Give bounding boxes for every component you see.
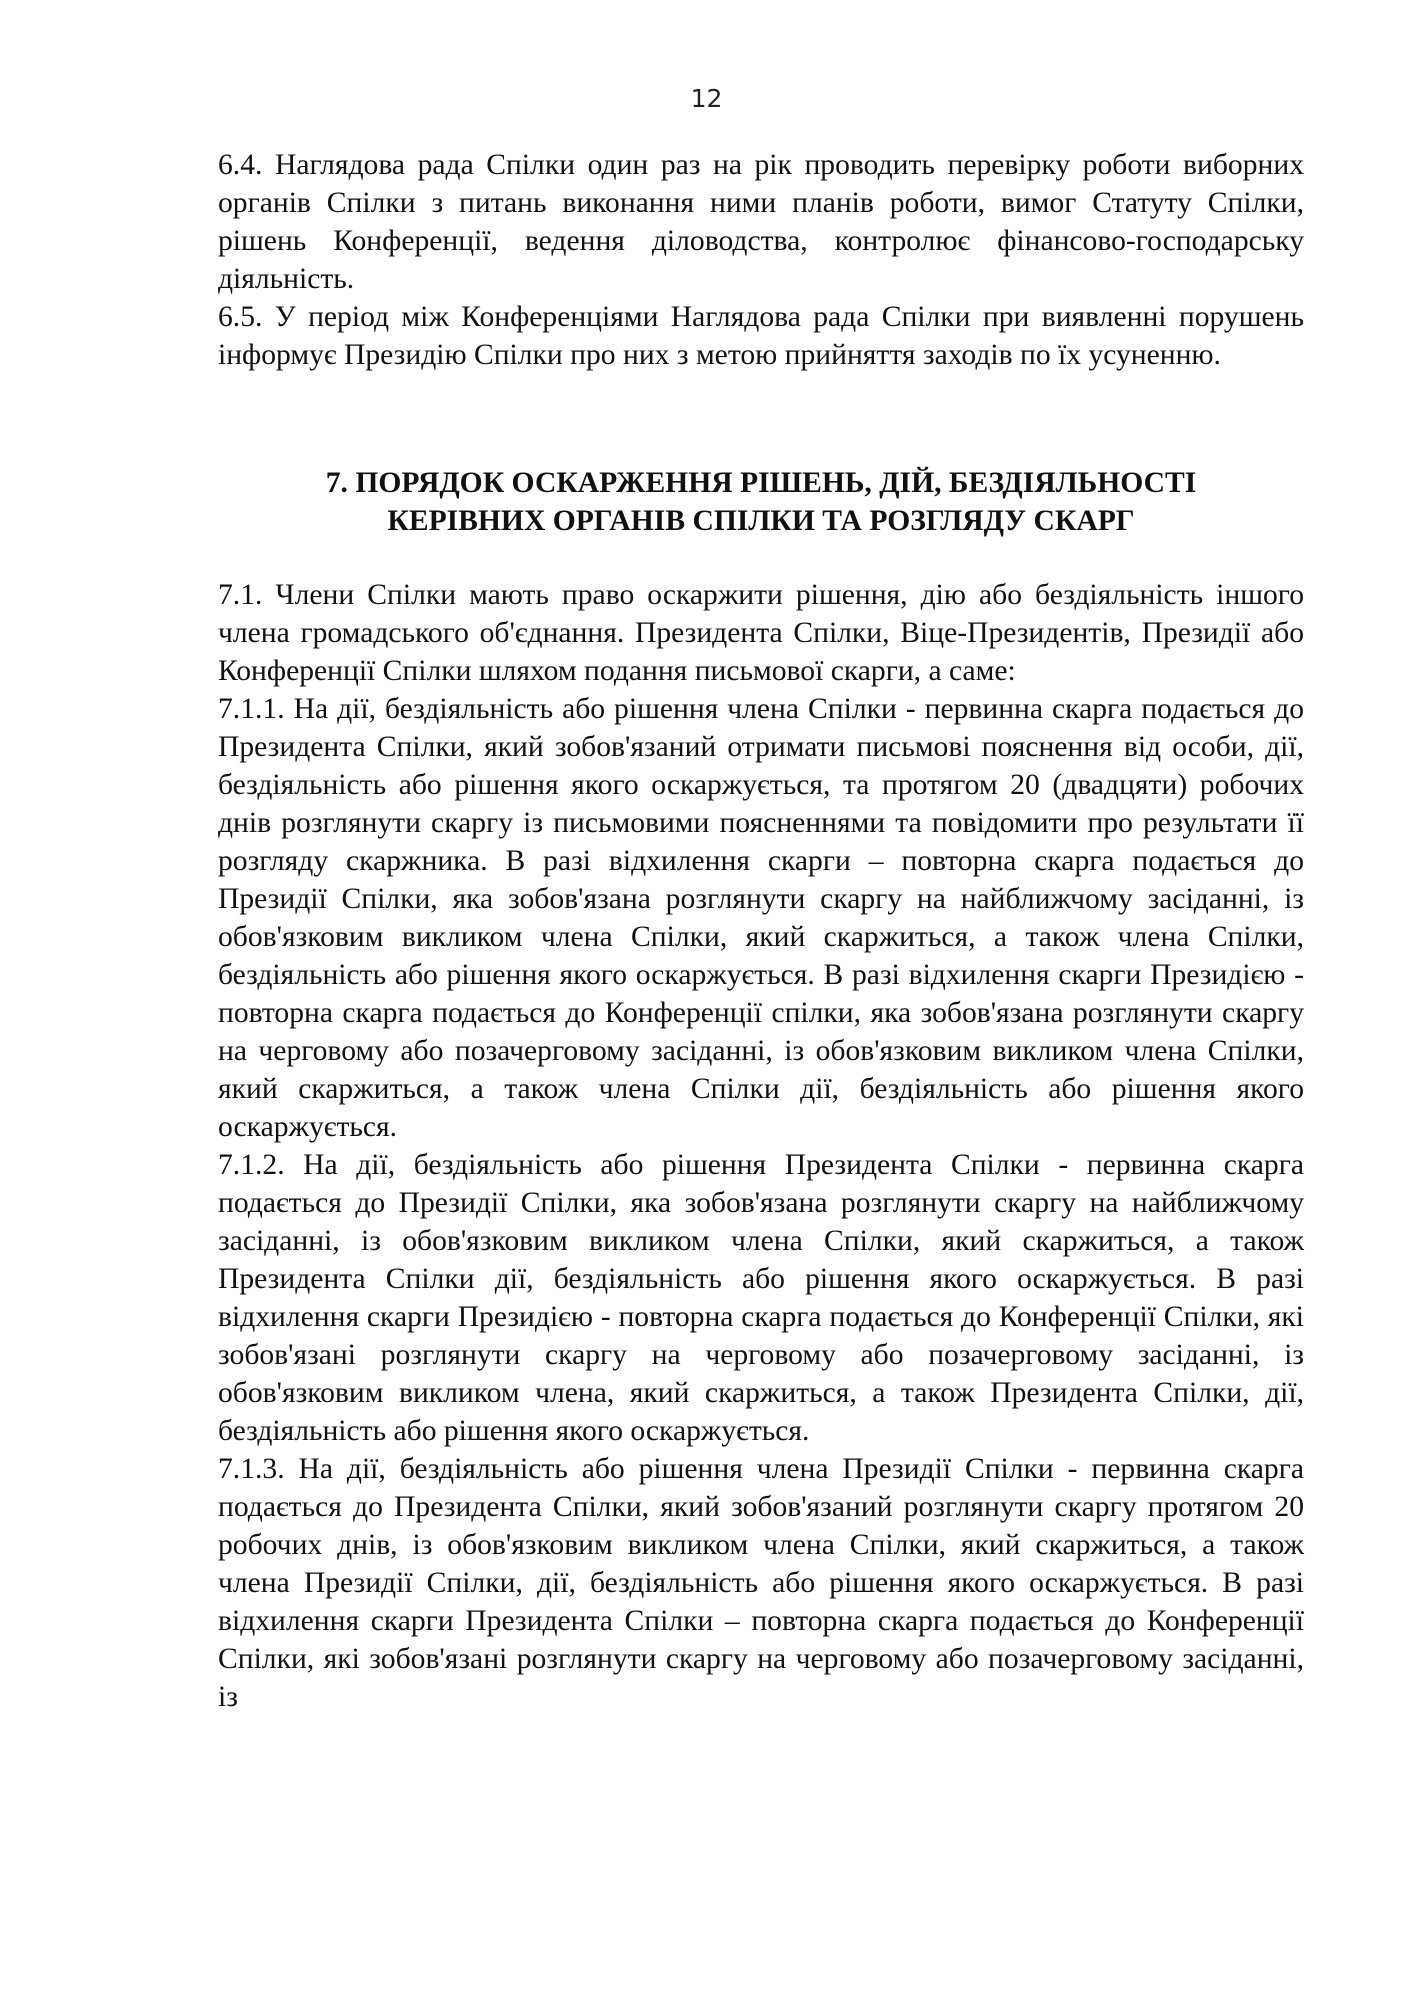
section-heading-line-1: 7. ПОРЯДОК ОСКАРЖЕННЯ РІШЕНЬ, ДІЙ, БЕЗДІЯЛЬНОСТІ: [325, 467, 1197, 499]
paragraph-7-1: 7.1. Члени Спілки мають право оскаржити рішення, дію або бездіяльність іншого члена громадського об'єднання. Президента Спілки, Віце-Президентів, Президії або Конференції Спілки шляхом подання письмової скарги, а саме:: [218, 579, 1304, 687]
section-spacer: [218, 374, 1304, 464]
heading-spacer: [218, 540, 1304, 576]
page-body: [218, 146, 1304, 1716]
paragraph-6-4: 6.4. Наглядова рада Спілки один раз на рік проводить перевірку роботи виборних органів Спілки з питань виконання ними планів роботи, вимог Статуту Спілки, рішень Конференції, ведення діловодства, контролює фінансово-господарську діяльність.: [218, 149, 1304, 295]
section-heading: [218, 464, 1304, 540]
paragraph-6-5: 6.5. У період між Конференціями Наглядова рада Спілки при виявленні порушень інформує Президію Спілки про них з метою прийняття заходів по їх усуненню.: [218, 301, 1304, 371]
page-number: 12: [690, 84, 723, 113]
section-heading-line-2: КЕРІВНИХ ОРГАНІВ СПІЛКИ ТА РОЗГЛЯДУ СКАРГ: [387, 505, 1135, 537]
paragraph-7-1-3: 7.1.3. На дії, бездіяльність або рішення члена Президії Спілки - первинна скарга подається до Президента Спілки, який зобов'язаний розглянути скаргу протягом 20 робочих днів, із обов'язковим викликом члена Спілки, який скаржиться, а також члена Президії Спілки, дії, бездіяльність або рішення якого оскаржується. В разі відхилення скарги Президента Спілки – повторна скарга подається до Конференції Спілки, які зобов'язані розглянути скаргу на черговому або позачерговому засіданні, із: [218, 1453, 1304, 1713]
paragraph-7-1-2: 7.1.2. На дії, бездіяльність або рішення Президента Спілки - первинна скарга подається до Президії Спілки, яка зобов'язана розглянути скаргу на найближчому засіданні, із обов'язковим викликом члена Спілки, який скаржиться, а також Президента Спілки дії, бездіяльність або рішення якого оскаржується. В разі відхилення скарги Президією - повторна скарга подається до Конференції Спілки, які зобов'язані розглянути скаргу на черговому або позачерговому засіданні, із обов'язковим викликом члена, який скаржиться, а також Президента Спілки, дії, бездіяльність або рішення якого оскаржується.: [218, 1149, 1304, 1447]
paragraph-7-1-1: 7.1.1. На дії, бездіяльність або рішення члена Спілки - первинна скарга подається до Президента Спілки, який зобов'язаний отримати письмові пояснення від особи, дії, бездіяльність або рішення якого оскаржується, та протягом 20 (двадцяти) робочих днів розглянути скаргу із письмовими поясненнями та повідомити про результати її розгляду скаржника. В разі відхилення скарги – повторна скарга подається до Президії Спілки, яка зобов'язана розглянути скаргу на найближчому засіданні, із обов'язковим викликом члена Спілки, який скаржиться, а також члена Спілки, бездіяльність або рішення якого оскаржується. В разі відхилення скарги Президією - повторна скарга подається до Конференції спілки, яка зобов'язана розглянути скаргу на черговому або позачерговому засіданні, із обов'язковим викликом члена Спілки, який скаржиться, а також члена Спілки дії, бездіяльність або рішення якого оскаржується.: [218, 693, 1304, 1143]
